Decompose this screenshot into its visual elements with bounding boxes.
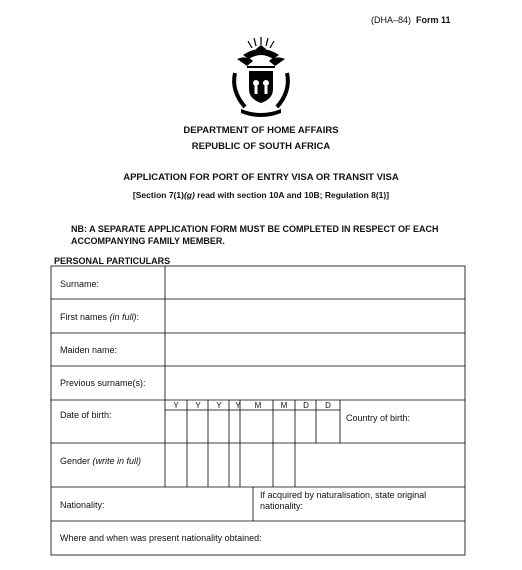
subtitle-italic: (g) xyxy=(183,190,195,200)
maiden-name-field[interactable] xyxy=(166,334,464,365)
surname-label: Surname: xyxy=(60,279,100,289)
gender-field[interactable] xyxy=(296,444,464,486)
first-names-field[interactable] xyxy=(166,300,464,332)
naturalisation-label: If acquired by naturalisation, state original nationality: xyxy=(260,490,427,511)
date-box-label: D xyxy=(303,401,309,410)
nationality-field[interactable] xyxy=(52,510,252,520)
gender-note: (write in full) xyxy=(92,456,142,466)
first-names-text: First names xyxy=(60,312,108,322)
first-names-note: (in full) xyxy=(109,312,137,322)
gender-label xyxy=(60,456,141,466)
date-box-label: D xyxy=(325,401,331,410)
date-of-birth-label: Date of birth: xyxy=(60,410,112,420)
section-heading: PERSONAL PARTICULARS xyxy=(54,256,171,266)
gender-text: Gender xyxy=(60,456,91,466)
date-box-label: Y xyxy=(235,401,241,410)
country-of-birth-field[interactable] xyxy=(341,428,464,442)
department-heading: DEPARTMENT OF HOME AFFAIRS xyxy=(183,125,339,136)
nb-notice: NB: A SEPARATE APPLICATION FORM MUST BE COMPLETED IN RESPECT OF EACH ACCOMPANYING FAMILY MEMBER. xyxy=(71,224,439,246)
first-names-colon: : xyxy=(136,312,140,322)
nationality-label: Nationality: xyxy=(60,500,105,510)
republic-heading: REPUBLIC OF SOUTH AFRICA xyxy=(191,141,331,152)
subtitle-suffix: read with section 10A and 10B; Regulation 8(1)] xyxy=(194,190,390,200)
surname-field[interactable] xyxy=(166,267,464,298)
maiden-name-label: Maiden name: xyxy=(60,345,118,355)
date-box-label: M xyxy=(254,401,262,410)
date-box-label: Y xyxy=(195,401,201,410)
date-box-label: M xyxy=(280,401,288,410)
naturalisation-field[interactable] xyxy=(254,512,464,520)
date-of-birth-field[interactable] xyxy=(166,411,339,442)
form-ref-code: (DHA–84) xyxy=(371,15,412,25)
country-of-birth-label: Country of birth: xyxy=(346,413,411,423)
date-box-label: Y xyxy=(173,401,179,410)
form-number: Form 11 xyxy=(416,15,451,25)
present-nationality-field[interactable] xyxy=(52,545,464,554)
present-nationality-label: Where and when was present nationality obtained: xyxy=(60,533,262,543)
previous-surnames-field[interactable] xyxy=(166,367,464,399)
subtitle-prefix: [Section 7(1) xyxy=(132,190,184,200)
first-names-label xyxy=(60,312,139,322)
previous-surnames-label: Previous surname(s): xyxy=(60,378,146,388)
application-title: APPLICATION FOR PORT OF ENTRY VISA OR TRANSIT VISA xyxy=(123,172,399,183)
date-box-label: Y xyxy=(216,401,222,410)
